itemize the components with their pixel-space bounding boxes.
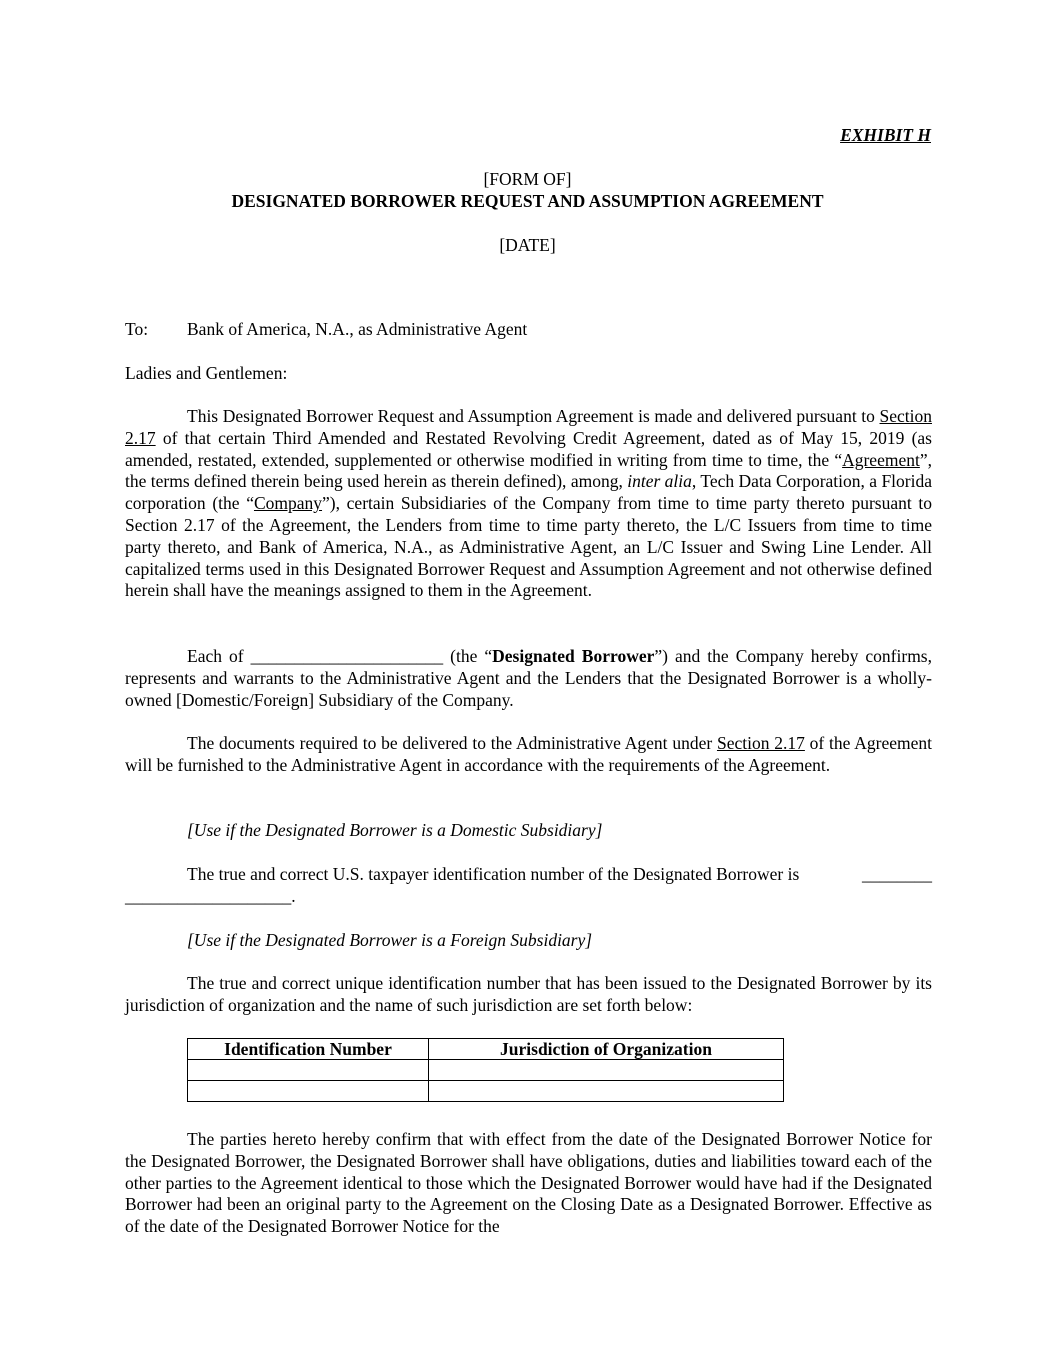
recitals-text-2: of that certain Third Amended and Restated Revolving Credit Agreement, dated as of May 15, 2019 (as amended, restated, extended, supplemented or otherwise modified in writing from time to time, the “ <box>125 427 932 470</box>
documents-text-2: of the Agreement will be furnished to the Administrative Agent in accordance with the requirements of the Agreement. <box>125 733 933 775</box>
salutation: Ladies and Gentlemen: <box>125 363 288 383</box>
identification-table <box>187 1038 784 1102</box>
document-title: DESIGNATED BORROWER REQUEST AND ASSUMPTION AGREEMENT <box>231 191 824 211</box>
paragraph-documents <box>125 733 932 777</box>
table-header-row <box>188 1039 784 1060</box>
obligations-text: The parties hereto hereby confirm that with effect from the date of the Designated Borrower Notice for the Designated Borrower, the Designated Borrower shall have obligations, duties and liabilities toward each of the other parties to the Agreement identical to those which the Designated Borrower would have had if the Designated Borrower had been an original party to the Agreement on the Closing Date as a Designated Borrower. Effective as of the date of the Designated Borrower Notice for the <box>125 1129 932 1237</box>
table-row <box>188 1060 784 1081</box>
addressee-name: Bank of America, N.A., as Administrative Agent <box>187 319 528 339</box>
identification-text: The true and correct unique identification number that has been issued to the Designated Borrower by its jurisdiction of organization and the name of such jurisdiction are set forth below: <box>125 973 932 1015</box>
table-cell <box>188 1081 429 1102</box>
tin-text: The true and correct U.S. taxpayer identification number of the Designated Borrower is <box>187 864 800 884</box>
column-header-jurisdiction: Jurisdiction of Organization <box>429 1039 784 1060</box>
tin-blank-continued: ___________________. <box>125 886 296 906</box>
exhibit-label: EXHIBIT H <box>840 125 931 145</box>
addressee-line <box>125 319 527 341</box>
tin-blank: ________ <box>862 864 932 884</box>
paragraph-obligations <box>125 1129 932 1238</box>
table-cell <box>429 1081 784 1102</box>
designation-text-2: ”) and the Company hereby confirms, represents and warrants to the Administrative Agent and the Lenders that the Designated Borrower is a wholly-owned [Domestic/Foreign] Subsidiary of the Company. <box>125 646 932 710</box>
recitals-text-3: ”, the terms defined therein being used herein as therein defined), among, <box>125 449 932 492</box>
paragraph-identification <box>125 973 932 1017</box>
addressee-label: To: <box>125 319 149 339</box>
paragraph-designated-borrower <box>125 646 932 711</box>
section-reference-2: Section 2.17 <box>716 733 805 753</box>
domestic-subsidiary-note: [Use if the Designated Borrower is a Domestic Subsidiary] <box>187 820 603 840</box>
paragraph-recitals <box>125 406 932 602</box>
recitals-text-5: ”), certain Subsidiaries of the Company from time to time party thereto pursuant to Section 2.17 of the Agreement, the Lenders from time to time party thereto, the L/C Issuers from time to time party thereto, and Bank of America, N.A., as Administrative Agent, an L/C Issuer and Swing Line Lender. All capitalized terms used in this Designated Borrower Request and Assumption Agreement and not otherwise defined herein shall have the meanings assigned to them in the Agreement. <box>125 493 932 601</box>
inter-alia-text: inter alia <box>627 471 692 492</box>
company-defined-term: Company <box>253 493 323 514</box>
form-of-label: [FORM OF] <box>483 169 572 189</box>
column-header-identification-number: Identification Number <box>188 1039 429 1060</box>
designation-text-1: Each of ______________________ (the “ <box>187 646 493 666</box>
designated-borrower-term: Designated Borrower <box>492 646 655 666</box>
recitals-text-1: This Designated Borrower Request and Assumption Agreement is made and delivered pursuant to <box>187 406 880 426</box>
recitals-text-4: , Tech Data Corporation, a Florida corporation (the “ <box>125 471 933 514</box>
date-placeholder: [DATE] <box>499 235 556 255</box>
table-cell <box>188 1060 429 1081</box>
table-row <box>188 1081 784 1102</box>
agreement-defined-term: Agreement <box>842 449 920 470</box>
tin-line <box>187 864 932 886</box>
foreign-subsidiary-note: [Use if the Designated Borrower is a Foreign Subsidiary] <box>187 930 593 950</box>
documents-text-1: The documents required to be delivered to the Administrative Agent under <box>187 733 717 753</box>
section-reference: Section 2.17 <box>125 406 932 448</box>
table-cell <box>429 1060 784 1081</box>
